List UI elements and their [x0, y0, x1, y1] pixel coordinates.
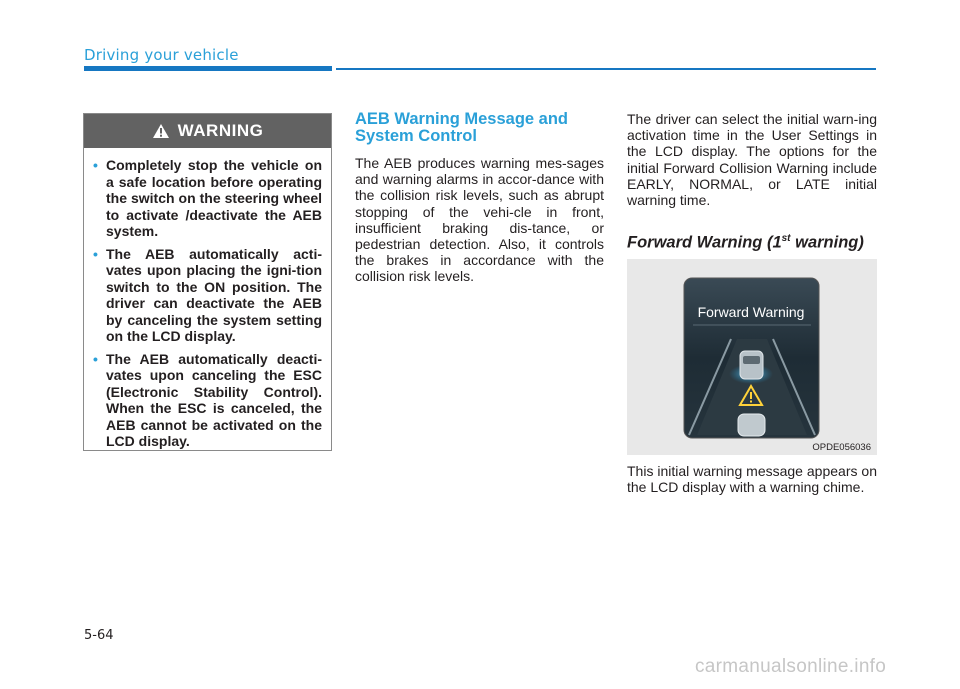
- lcd-display-illustration: [627, 259, 877, 455]
- warning-triangle-icon: [152, 123, 170, 139]
- middle-column: [355, 111, 604, 285]
- header-rule-thin: [336, 68, 876, 70]
- watermark: carmanualsonline.info: [695, 656, 887, 677]
- forward-warning-figure: [627, 259, 877, 455]
- right-column: [627, 111, 877, 208]
- bullet-icon: •: [93, 157, 98, 173]
- settings-paragraph: The driver can select the initial warn-ing activation time in the User Settings in the LCD display. The options for the initial Forward Collision Warning include EARLY, NORMAL, or LATE initial warning time.: [627, 111, 877, 209]
- warning-title: WARNING: [177, 121, 264, 140]
- caption-paragraph: This initial warning message appears on the LCD display with a warning chime.: [627, 463, 877, 496]
- section-heading: AEB Warning Message and System Control: [355, 110, 569, 145]
- warning-header: [84, 114, 331, 148]
- forward-warning-subheading: Forward Warning (1st warning): [627, 233, 864, 252]
- right-column-lower: [627, 463, 877, 495]
- figure-code: OPDE056036: [812, 442, 871, 453]
- warning-item: • The AEB automatically acti-vates upon placing the igni-tion switch to the ON position. The driver can deactivate the AEB by canceling the system setting on the LCD display.: [93, 245, 322, 344]
- page-number: 5-64: [84, 628, 114, 643]
- bullet-icon: •: [93, 245, 98, 262]
- warning-item: • Completely stop the vehicle on a safe location before operating the switch on the steering wheel to activate /deactivate the AEB system.: [93, 157, 322, 239]
- warning-list: [84, 148, 331, 450]
- display-title: Forward Warning: [697, 304, 805, 320]
- warning-item: • The AEB automatically deacti-vates upon canceling the ESC (Electronic Stability Control). When the ESC is canceled, the AEB cannot be activated on the LCD display.: [93, 350, 322, 449]
- section-paragraph: The AEB produces warning mes-sages and warning alarms in accor-dance with the collision risk levels, such as abrupt stopping of the vehi-cle in front, insufficient braking dis-tance, or pedestrian detection. Also, it controls the brakes in accordance with the collision risk levels.: [355, 155, 604, 285]
- warning-box: [83, 113, 332, 451]
- bullet-icon: •: [93, 350, 98, 367]
- section-title: Driving your vehicle: [84, 46, 239, 64]
- header-rule-thick: [84, 66, 332, 71]
